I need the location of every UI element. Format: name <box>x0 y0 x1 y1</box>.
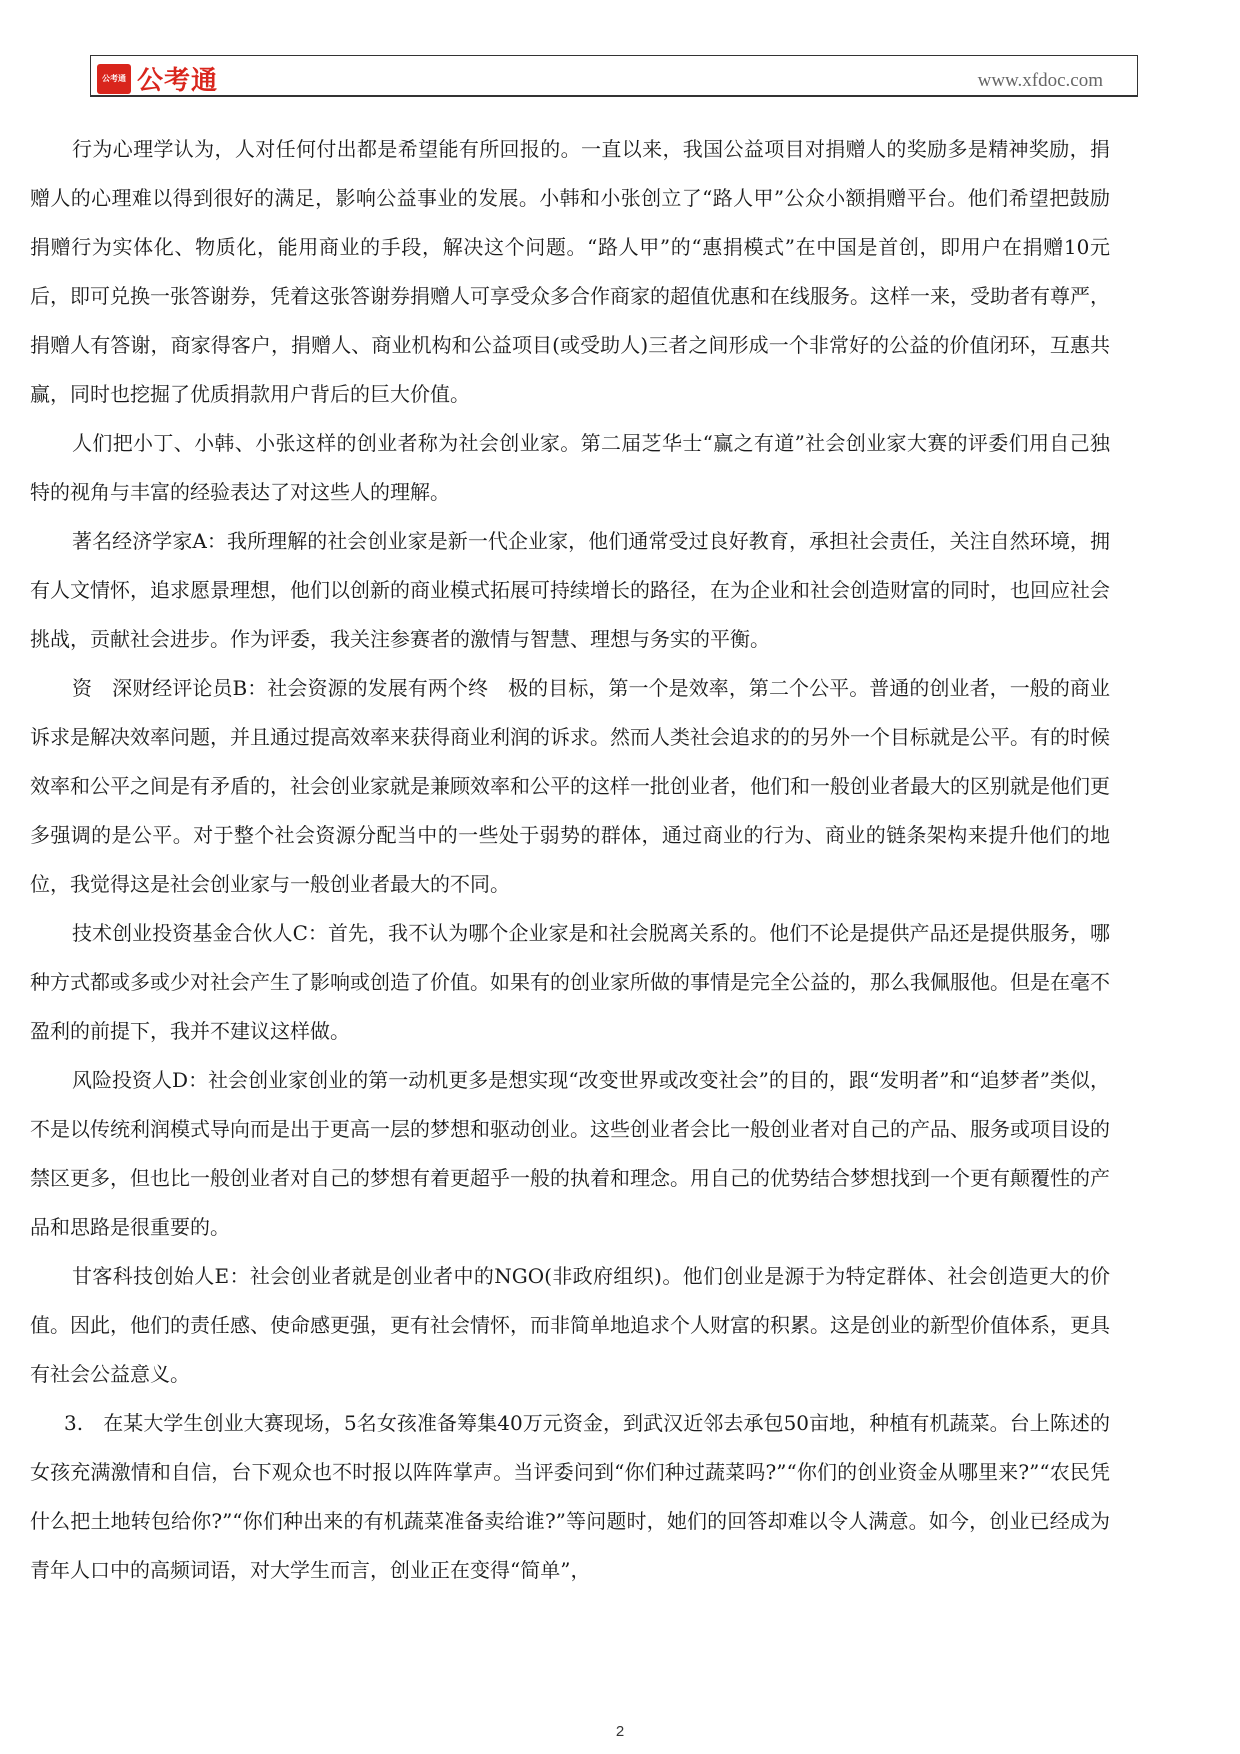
paragraph-social-entrepreneurs: 人们把小丁、小韩、小张这样的创业者称为社会创业家。第二届芝华士“赢之有道”社会创业家大赛的评委们用自己独特的视角与丰富的经验表达了对这些人的理解。 <box>30 431 1110 504</box>
paragraph-question-3: 3. 在某大学生创业大赛现场，5名女孩准备筹集40万元资金，到武汉近邻去承包50亩地，种植有机蔬菜。台上陈述的女孩充满激情和自信，台下观众也不时报以阵阵掌声。当评委问到“你们种过蔬菜吗?”“你们的创业资金从哪里来?”“农民凭什么把土地转包给你?”“你们种出来的有机蔬菜准备卖给谁?”等问题时，她们的回答却难以令人满意。如今，创业已经成为青年人口中的高频词语，对大学生而言，创业正在变得“简单”， <box>30 1411 1110 1582</box>
paragraph-economist-a: 著名经济学家A：我所理解的社会创业家是新一代企业家，他们通常受过良好教育，承担社会责任，关注自然环境，拥有人文情怀，追求愿景理想，他们以创新的商业模式拓展可持续增长的路径，在为企业和社会创造财富的同时，也回应社会挑战，贡献社会进步。作为评委，我关注参赛者的激情与智慧、理想与务实的平衡。 <box>30 529 1110 651</box>
paragraph-investor-c: 技术创业投资基金合伙人C：首先，我不认为哪个企业家是和社会脱离关系的。他们不论是提供产品还是提供服务，哪种方式都或多或少对社会产生了影响或创造了价值。如果有的创业家所做的事情是完全公益的，那么我佩服他。但是在毫不盈利的前提下，我并不建议这样做。 <box>30 921 1110 1043</box>
paragraph-commentator-b: 资 深财经评论员B：社会资源的发展有两个终 极的目标，第一个是效率，第二个公平。普通的创业者，一般的商业诉求是解决效率问题，并且通过提高效率来获得商业利润的诉求。然而人类社会追求的的另外一个目标就是公平。有的时候效率和公平之间是有矛盾的，社会创业家就是兼顾效率和公平的这样一批创业者，他们和一般创业者最大的区别就是他们更多强调的是公平。对于整个社会资源分配当中的一些处于弱势的群体，通过商业的行为、商业的链条架构来提升他们的地位，我觉得这是社会创业家与一般创业者最大的不同。 <box>30 676 1110 896</box>
paragraph-investor-d: 风险投资人D：社会创业家创业的第一动机更多是想实现“改变世界或改变社会”的目的，跟“发明者”和“追梦者”类似，不是以传统利润模式导向而是出于更高一层的梦想和驱动创业。这些创业者会比一般创业者对自己的产品、服务或项目设的禁区更多，但也比一般创业者对自己的梦想有着更超乎一般的执着和理念。用自己的优势结合梦想找到一个更有颠覆性的产品和思路是很重要的。 <box>30 1068 1110 1239</box>
logo <box>97 60 218 97</box>
paragraph-lurenjia: 行为心理学认为，人对任何付出都是希望能有所回报的。一直以来，我国公益项目对捐赠人的奖励多是精神奖励，捐赠人的心理难以得到很好的满足，影响公益事业的发展。小韩和小张创立了“路人甲”公众小额捐赠平台。他们希望把鼓励捐赠行为实体化、物质化，能用商业的手段，解决这个问题。“路人甲”的“惠捐模式”在中国是首创，即用户在捐赠10元后，即可兑换一张答谢券，凭着这张答谢券捐赠人可享受众多合作商家的超值优惠和在线服务。这样一来，受助者有尊严，捐赠人有答谢，商家得客户，捐赠人、商业机构和公益项目(或受助人)三者之间形成一个非常好的公益的价值闭环，互惠共赢，同时也挖掘了优质捐款用户背后的巨大价值。 <box>30 137 1110 406</box>
document-body <box>30 125 1110 1595</box>
page-number: 2 <box>615 1723 625 1740</box>
page-header <box>90 55 1138 97</box>
site-url: www.xfdoc.com <box>977 70 1103 91</box>
logo-badge: 公考通 <box>97 64 131 94</box>
paragraph-founder-e: 甘客科技创始人E：社会创业者就是创业者中的NGO(非政府组织)。他们创业是源于为特定群体、社会创造更大的价值。因此，他们的责任感、使命感更强，更有社会情怀，而非简单地追求个人财富的积累。这是创业的新型价值体系，更具有社会公益意义。 <box>30 1264 1110 1386</box>
logo-text: 公考通 <box>137 66 219 96</box>
